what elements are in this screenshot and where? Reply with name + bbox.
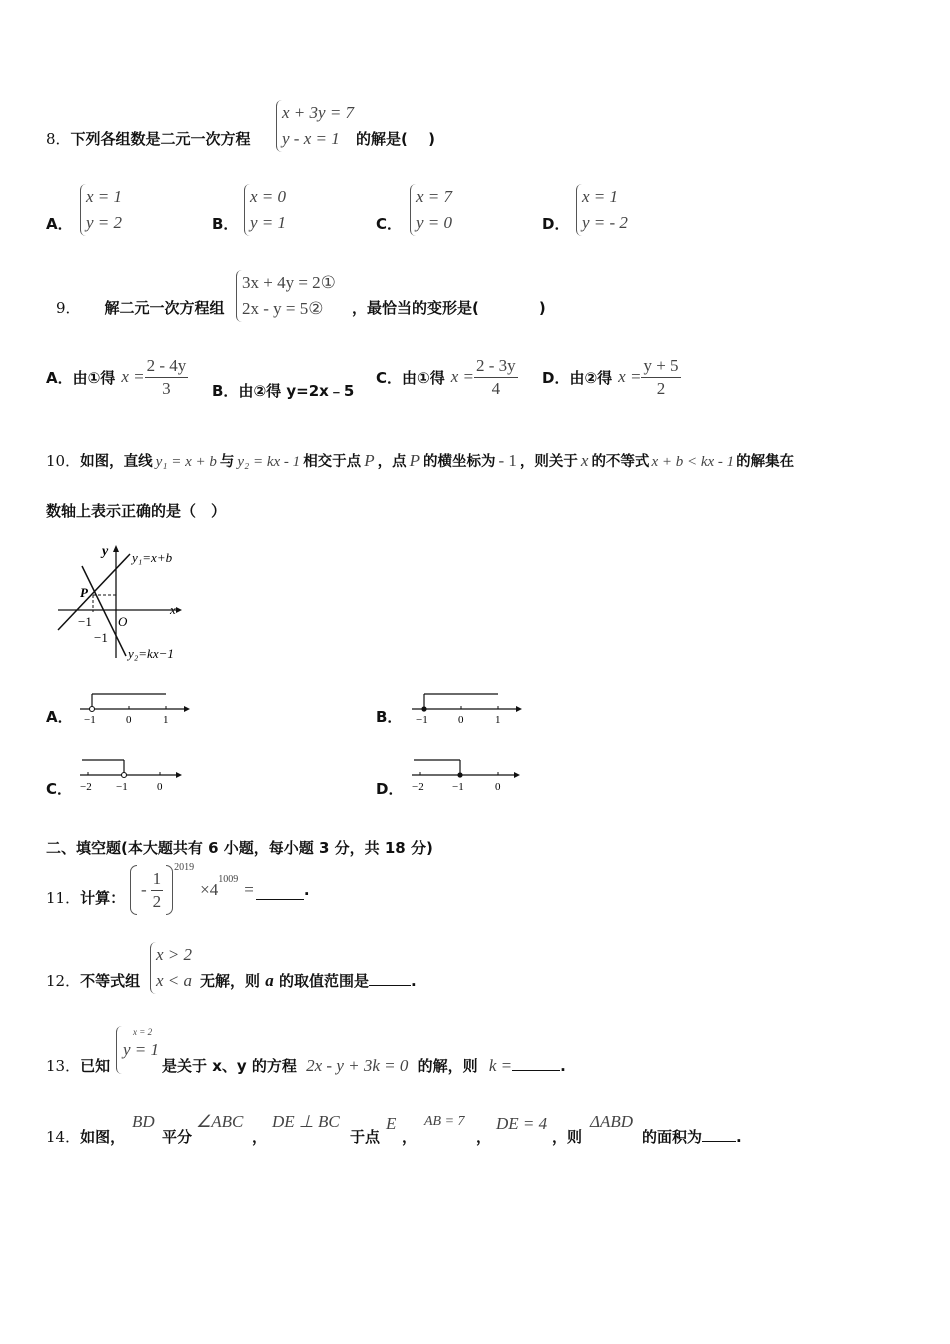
q10-text-8: 的解集在: [736, 454, 795, 470]
q14-number: 14．: [46, 1128, 81, 1146]
q14-text-3: 于点: [350, 1128, 381, 1146]
q14-stem: [46, 1126, 125, 1147]
q12-tail-text: 的取值范围是: [273, 972, 369, 990]
q10-text-1: 如图，直线: [80, 454, 153, 470]
q13-period: .: [560, 1057, 566, 1075]
q11-exponent-1: 2019: [174, 862, 195, 873]
q9-equation-1: 3x + 4y = 2①: [242, 273, 336, 292]
q9-option-c-label: C．: [376, 368, 403, 387]
q14-perpendicular: DE ⊥ BC: [272, 1112, 340, 1131]
q11-stem: [46, 887, 125, 908]
q9-option-c-denominator: 4: [491, 378, 501, 398]
q13-line-2: y = 1: [123, 1040, 160, 1059]
q10-graph-point-label: P: [80, 585, 88, 600]
q10-text-3: 相交于点: [303, 454, 362, 470]
q13-answer-blank[interactable]: [512, 1056, 560, 1071]
q9-option-d-denominator: 2: [656, 378, 666, 398]
q9-option-c-text: 由①得: [402, 368, 445, 387]
q10-option-b-arrow: [516, 706, 522, 712]
q9-option-d-label: D．: [542, 368, 570, 387]
q13-tail-text: 的解，则: [417, 1057, 478, 1075]
q9-option-c-fraction: [474, 355, 518, 400]
q10-option-c-label: C．: [46, 780, 73, 798]
section-2-heading: 二、填空题(本大题共有 6 小题，每小题 3 分，共 18 分): [46, 839, 433, 857]
q8-equation-1: x + 3y = 7: [282, 103, 355, 122]
q9-option-d-fraction: [641, 355, 680, 400]
q8-option-b-label: B．: [212, 215, 239, 233]
q11-expression: [130, 862, 310, 918]
q9-suffix: ，最恰当的变形是( ): [352, 299, 546, 317]
q9-option-c-numerator: 2 - 3y: [474, 355, 518, 378]
q12-mid: 无解，则: [200, 972, 266, 990]
q9-option-a-numerator: 2 - 4y: [145, 355, 189, 378]
q8-option-b-system: [244, 184, 286, 236]
q10-option-c-open-dot: [122, 773, 127, 778]
q11-period: .: [303, 881, 310, 899]
q10-text-6: ，则关于: [519, 454, 578, 470]
q10-option-a-number-line: [78, 688, 194, 728]
q12-number: 12．: [46, 972, 81, 990]
q11-number: 11．: [46, 889, 81, 907]
q10-graph: [52, 540, 192, 666]
q10-option-d-label: D．: [376, 780, 404, 798]
q12-variable-a: a: [265, 971, 274, 990]
q11-right-paren: [166, 865, 173, 915]
q10-graph-line-y2-label: y₂=kx−1: [128, 646, 174, 661]
q14-text-1: 如图，: [80, 1128, 126, 1146]
q13-k-equals: k =: [488, 1056, 513, 1075]
q10-option-d-tick-label-1: −2: [412, 781, 424, 793]
q10-variable: x: [580, 451, 589, 470]
q8-option-d-line-1: x = 1: [582, 187, 619, 206]
q9-prefix: 解二元一次方程组: [104, 299, 225, 317]
q8-suffix: 的解是( ): [356, 130, 435, 148]
q12-tail: [200, 970, 417, 991]
q8-option-d-line-2: y = - 2: [582, 213, 628, 232]
q10-graph-neg1-y-label: −1: [94, 630, 108, 645]
q10-graph-line-y1-label: y₁=x+b: [132, 550, 173, 565]
q9-option-b: [212, 380, 354, 401]
q13-system: [116, 1026, 159, 1074]
q14-tail: [642, 1126, 742, 1147]
q10-number: 10．: [46, 452, 81, 470]
q10-inequality: x + b < kx - 1: [651, 454, 735, 470]
q10-option-b-number-line: [410, 688, 526, 728]
q8-option-b-line-1: x = 0: [250, 187, 287, 206]
q10-option-a-tick-label-3: 1: [163, 714, 169, 726]
q10-option-a-tick-label-1: −1: [84, 714, 96, 726]
q8-system: [276, 100, 354, 152]
q10-graph-neg1-x-label: −1: [78, 614, 92, 629]
q12-stem: [46, 970, 140, 991]
q10-option-a-tick-label-2: 0: [126, 714, 132, 726]
q8-option-a-line-2: y = 2: [86, 213, 123, 232]
q12-inequality-1: x > 2: [156, 945, 193, 964]
q10-option-b-solid-dot: [421, 706, 426, 711]
q9-option-a-text: 由①得: [72, 368, 116, 387]
q13-number: 13．: [46, 1057, 81, 1075]
q12-period: .: [410, 972, 417, 990]
q10-graph-origin-label: O: [118, 614, 128, 629]
q9-option-a-fraction: [145, 355, 189, 400]
q8-option-c-line-2: y = 0: [416, 213, 453, 232]
q10-line-2: y₂ = kx - 1: [237, 454, 301, 470]
q10-point-p-2: P: [409, 451, 420, 470]
q14-angle-abc: ∠ABC: [196, 1112, 244, 1131]
q8-stem: [46, 128, 251, 149]
q8-option-c-line-1: x = 7: [416, 187, 453, 206]
q14-text-5: 的面积为: [642, 1128, 703, 1146]
q10-option-b-tick-label-2: 0: [458, 714, 464, 726]
q9-number: 9．: [56, 299, 81, 317]
q10-option-c-number-line: [78, 754, 188, 796]
q9-option-c: [376, 354, 518, 400]
q14-period: .: [736, 1128, 742, 1146]
q14-comma-1: ，: [252, 1128, 268, 1146]
q10-stem-line-2: 数轴上表示正确的是（ ）: [46, 502, 227, 520]
q9-option-a-label: A．: [46, 368, 73, 387]
q10-option-c-tick-label-3: 0: [157, 781, 163, 793]
q11-minus: -: [141, 880, 147, 899]
q8-option-a-system: [80, 184, 122, 236]
q9-option-a: [46, 354, 188, 400]
q9-option-a-lhs: x =: [121, 367, 145, 386]
q10-option-b-label: B．: [376, 708, 403, 726]
q14-text-4: ，则: [552, 1128, 583, 1146]
q8-option-a-line-1: x = 1: [86, 187, 123, 206]
q14-ab-length: AB = 7: [424, 1114, 465, 1129]
q9-option-c-lhs: x =: [450, 367, 474, 386]
q13-tail: [162, 1055, 566, 1076]
q13-line-1: x = 2: [133, 1027, 153, 1037]
q11-text: 计算：: [80, 889, 126, 907]
q10-option-d-solid-dot: [457, 772, 462, 777]
q14-answer-blank[interactable]: [702, 1127, 736, 1142]
q10-option-a-label: A．: [46, 708, 73, 726]
q10-option-c-tick-label-2: −1: [116, 781, 128, 793]
q14-bd: BD: [132, 1112, 155, 1131]
q13-stem: [46, 1055, 110, 1076]
q12-text: 不等式组: [80, 972, 141, 990]
q8-number: 8．: [46, 130, 71, 148]
q10-graph-y-arrow: [113, 545, 119, 552]
q9-option-d-text: 由②得: [569, 368, 613, 387]
q10-option-c-arrow: [176, 772, 182, 778]
q9-option-a-denominator: 3: [162, 378, 171, 398]
q8-option-c-system: [410, 184, 452, 236]
q14-comma-3: ，: [476, 1128, 492, 1146]
q8-prefix: 下列各组数是二元一次方程: [70, 130, 251, 148]
q8-option-c-label: C．: [376, 215, 403, 233]
q10-graph-x-label: x: [170, 602, 176, 617]
q11-fraction-denominator: 2: [152, 891, 162, 911]
q14-point-e: E: [386, 1114, 397, 1133]
q9-option-b-label: B．: [212, 382, 239, 400]
q11-fraction: [151, 868, 164, 913]
q10-option-d-tick-label-2: −1: [452, 781, 464, 793]
q11-answer-blank[interactable]: [256, 881, 304, 900]
q10-option-b-tick-label-3: 1: [495, 714, 501, 726]
q11-equals: =: [244, 880, 254, 899]
q12-answer-blank[interactable]: [369, 971, 411, 986]
q13-equation: 2x - y + 3k = 0: [306, 1056, 409, 1075]
q9-system: [236, 270, 336, 322]
q12-system: [150, 942, 192, 994]
q10-graph-y-label: y: [102, 544, 109, 559]
q10-option-c-tick-label-1: −2: [80, 781, 92, 793]
q10-stem: [46, 450, 794, 471]
q11-fraction-numerator: 1: [151, 868, 164, 891]
q14-text-2: 平分: [162, 1128, 193, 1146]
q10-option-d-number-line: [410, 754, 526, 796]
q13-text: 已知: [80, 1057, 111, 1075]
q9-equation-2: 2x - y = 5②: [242, 299, 324, 318]
q12-inequality-2: x < a: [156, 971, 193, 990]
q9-option-d: [542, 354, 681, 400]
q9-option-d-numerator: y + 5: [641, 355, 680, 378]
q9-stem: [56, 297, 225, 318]
q8-option-d-label: D．: [542, 215, 570, 233]
q10-text-7: 的不等式: [591, 454, 650, 470]
q10-text-5: 的横坐标为: [422, 454, 496, 470]
q8-option-b-line-2: y = 1: [250, 213, 287, 232]
q10-option-a-open-dot: [90, 707, 95, 712]
q10-option-b-tick-label-1: −1: [416, 714, 428, 726]
q8-equation-2: y - x = 1: [282, 129, 340, 148]
q10-graph-x-arrow: [176, 607, 182, 613]
q8-option-d-system: [576, 184, 628, 236]
q8-option-a-label: A．: [46, 215, 73, 233]
q14-comma-2: ，: [402, 1128, 418, 1146]
q10-line-1: y₁ = x + b: [155, 454, 217, 470]
q10-text-2: 与: [219, 454, 235, 470]
q10-option-a-arrow: [184, 706, 190, 712]
q11-times-four: ×4: [200, 880, 219, 899]
q13-mid: 是关于 x、y 的方程: [162, 1057, 297, 1075]
q10-text-4: ，点: [377, 454, 407, 470]
q10-option-d-arrow: [514, 772, 520, 778]
q11-exponent-2: 1009: [218, 874, 239, 885]
q10-point-p-1: P: [364, 451, 375, 470]
q10-option-d-tick-label-3: 0: [495, 781, 501, 793]
q14-triangle-abd: ΔABD: [590, 1112, 634, 1131]
q10-value: - 1: [498, 451, 517, 470]
q9-option-d-lhs: x =: [618, 367, 642, 386]
q9-option-b-text: 由②得 y=2x﹣5: [238, 382, 355, 400]
q14-de-length: DE = 4: [496, 1114, 548, 1133]
q11-left-paren: [130, 865, 137, 915]
